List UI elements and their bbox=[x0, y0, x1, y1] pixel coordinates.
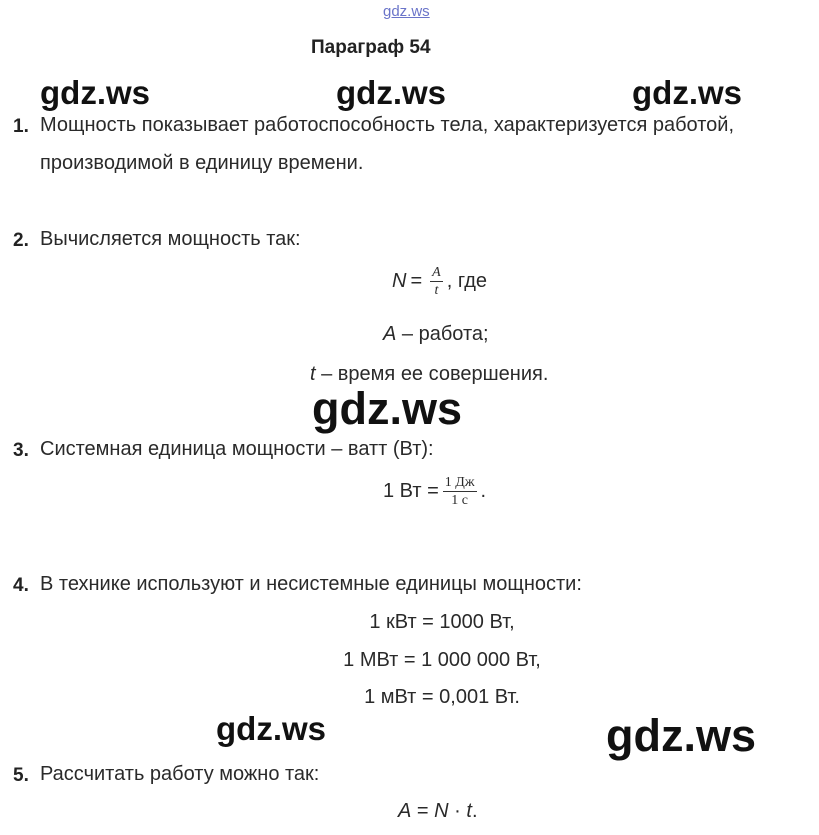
formula-equals: = bbox=[410, 270, 423, 293]
formula-lhs: 1 Вт = bbox=[383, 480, 439, 503]
watermark: gdz.ws bbox=[606, 710, 757, 761]
item-text-line: Мощность показывает работоспособность тела, характеризуется работой, bbox=[40, 114, 735, 136]
definition-t bbox=[310, 363, 548, 386]
fraction-denominator: 1 с bbox=[451, 493, 468, 509]
definition-var: A bbox=[383, 323, 397, 345]
item-text-line: производимой в единицу времени. bbox=[40, 152, 364, 174]
formula-var-a: A bbox=[398, 800, 412, 822]
formula-dot: · bbox=[454, 800, 461, 822]
formula-var-n: N bbox=[434, 800, 449, 822]
item-number: 1. bbox=[13, 116, 29, 137]
fraction-j-over-s bbox=[443, 475, 477, 509]
watermark: gdz.ws bbox=[216, 710, 327, 747]
formula-var-n: N bbox=[392, 270, 407, 293]
definition-var: t bbox=[310, 363, 316, 385]
item-text-line: Рассчитать работу можно так: bbox=[40, 763, 320, 785]
power-formula bbox=[392, 265, 487, 299]
item-number: 3. bbox=[13, 440, 29, 461]
definition-text: – работа; bbox=[401, 323, 489, 345]
formula-tail: . bbox=[480, 480, 487, 503]
item-text-line: Вычисляется мощность так: bbox=[40, 228, 301, 250]
page-title: Параграф 54 bbox=[311, 37, 431, 58]
watt-formula bbox=[383, 475, 486, 509]
formula-tail: , где bbox=[446, 270, 488, 293]
top-watermark-link[interactable]: gdz.ws bbox=[383, 3, 430, 20]
fraction-numerator: A bbox=[430, 265, 443, 282]
item-number: 2. bbox=[13, 230, 29, 251]
unit-line: 1 кВт = 1000 Вт, bbox=[369, 611, 515, 633]
unit-line: 1 МВт = 1 000 000 Вт, bbox=[343, 649, 541, 671]
item-text-line: Системная единица мощности – ватт (Вт): bbox=[40, 438, 434, 460]
fraction-denominator: t bbox=[434, 283, 439, 299]
watermark: gdz.ws bbox=[312, 383, 463, 434]
work-formula bbox=[398, 800, 478, 823]
definition-text: – время ее совершения. bbox=[321, 363, 549, 385]
watermark: gdz.ws bbox=[632, 74, 743, 111]
formula-equals: = bbox=[416, 800, 429, 822]
watermark: gdz.ws bbox=[336, 74, 447, 111]
fraction-a-over-t bbox=[430, 265, 443, 299]
formula-end: . bbox=[471, 800, 478, 822]
unit-line: 1 мВт = 0,001 Вт. bbox=[364, 686, 520, 708]
fraction-numerator: 1 Дж bbox=[443, 475, 477, 492]
item-number: 4. bbox=[13, 575, 29, 596]
item-number: 5. bbox=[13, 765, 29, 786]
watermark: gdz.ws bbox=[40, 74, 151, 111]
item-text-line: В технике используют и несистемные единицы мощности: bbox=[40, 573, 582, 595]
definition-a bbox=[383, 323, 489, 346]
formula-var-t: t bbox=[466, 800, 472, 822]
